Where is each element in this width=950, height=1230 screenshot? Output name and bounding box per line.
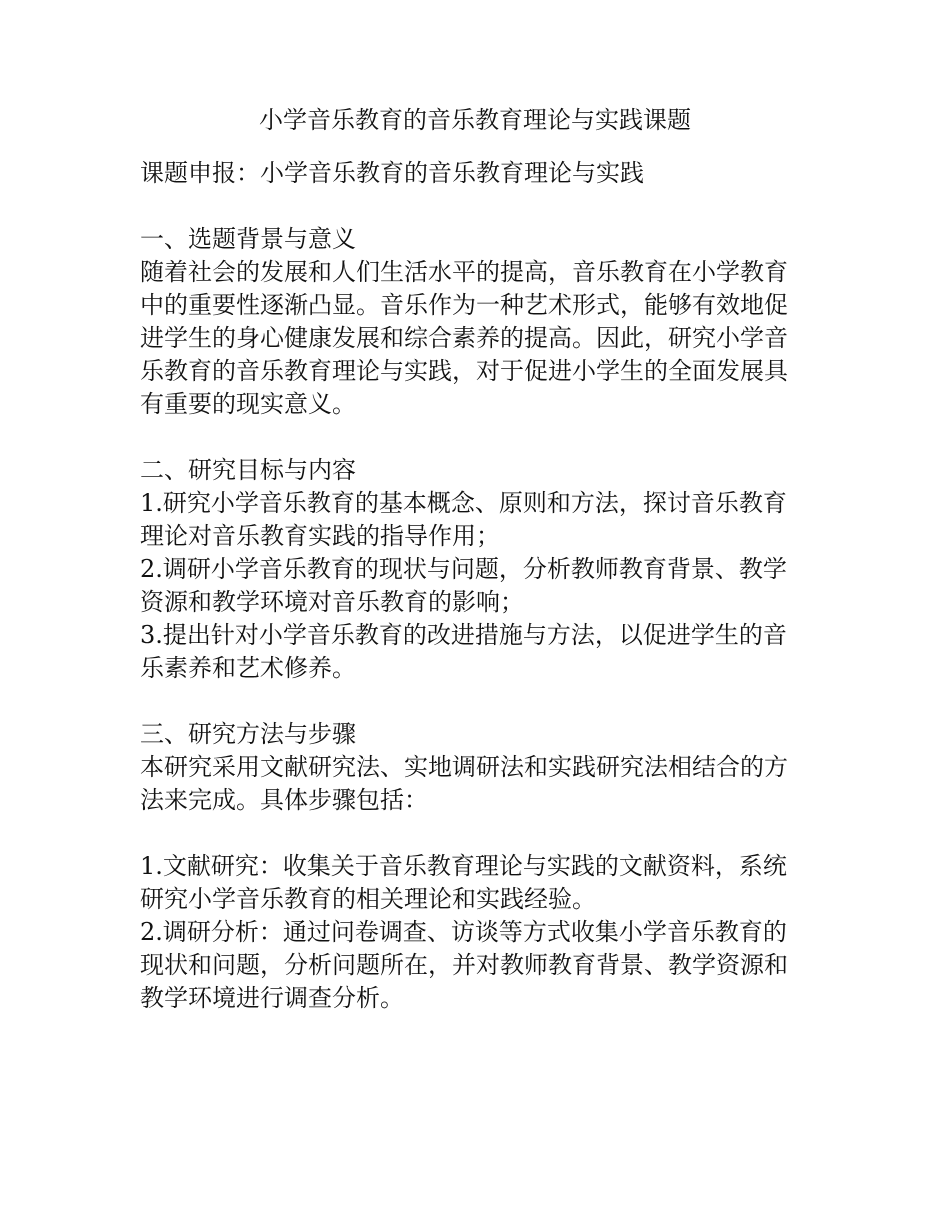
list-item-line: 3.提出针对小学音乐教育的改进措施与方法，以促进学生的音 <box>140 621 787 649</box>
list-item-line: 现状和问题，分析问题所在，并对教师教育背景、教学资源和 <box>140 951 788 979</box>
blank-line <box>140 817 815 850</box>
section-1-heading: 一、选题背景与意义 <box>140 225 356 253</box>
paragraph-line: 中的重要性逐渐凸显。音乐作为一种艺术形式，能够有效地促 <box>140 291 788 319</box>
list-item-line: 1.文献研究：收集关于音乐教育理论与实践的文献资料，系统 <box>140 852 787 880</box>
list-item-line: 教学环境进行调查分析。 <box>140 984 404 1012</box>
list-item-line: 2.调研分析：通过问卷调查、访谈等方式收集小学音乐教育的 <box>140 918 787 946</box>
paragraph-line: 法来完成。具体步骤包括： <box>140 786 428 814</box>
section-3-heading: 三、研究方法与步骤 <box>140 720 356 748</box>
document-body <box>140 157 815 1015</box>
document-title: 小学音乐教育的音乐教育理论与实践课题 <box>259 106 691 134</box>
paragraph-line: 随着社会的发展和人们生活水平的提高，音乐教育在小学教育 <box>140 258 788 286</box>
blank-line <box>140 421 815 454</box>
paragraph-line: 进学生的身心健康发展和综合素养的提高。因此，研究小学音 <box>140 324 788 352</box>
subtitle: 课题申报：小学音乐教育的音乐教育理论与实践 <box>140 159 644 187</box>
blank-line <box>140 190 815 223</box>
paragraph-line: 乐教育的音乐教育理论与实践，对于促进小学生的全面发展具 <box>140 357 788 385</box>
list-item-line: 研究小学音乐教育的相关理论和实践经验。 <box>140 885 596 913</box>
paragraph-line: 有重要的现实意义。 <box>140 390 356 418</box>
list-item-line: 2.调研小学音乐教育的现状与问题，分析教师教育背景、教学 <box>140 555 787 583</box>
list-item-line: 理论对音乐教育实践的指导作用； <box>140 522 500 550</box>
paragraph-line: 本研究采用文献研究法、实地调研法和实践研究法相结合的方 <box>140 753 788 781</box>
blank-line <box>140 685 815 718</box>
section-2-heading: 二、研究目标与内容 <box>140 456 356 484</box>
list-item-line: 乐素养和艺术修养。 <box>140 654 356 682</box>
list-item-line: 1.研究小学音乐教育的基本概念、原则和方法，探讨音乐教育 <box>140 489 787 517</box>
list-item-line: 资源和教学环境对音乐教育的影响； <box>140 588 524 616</box>
